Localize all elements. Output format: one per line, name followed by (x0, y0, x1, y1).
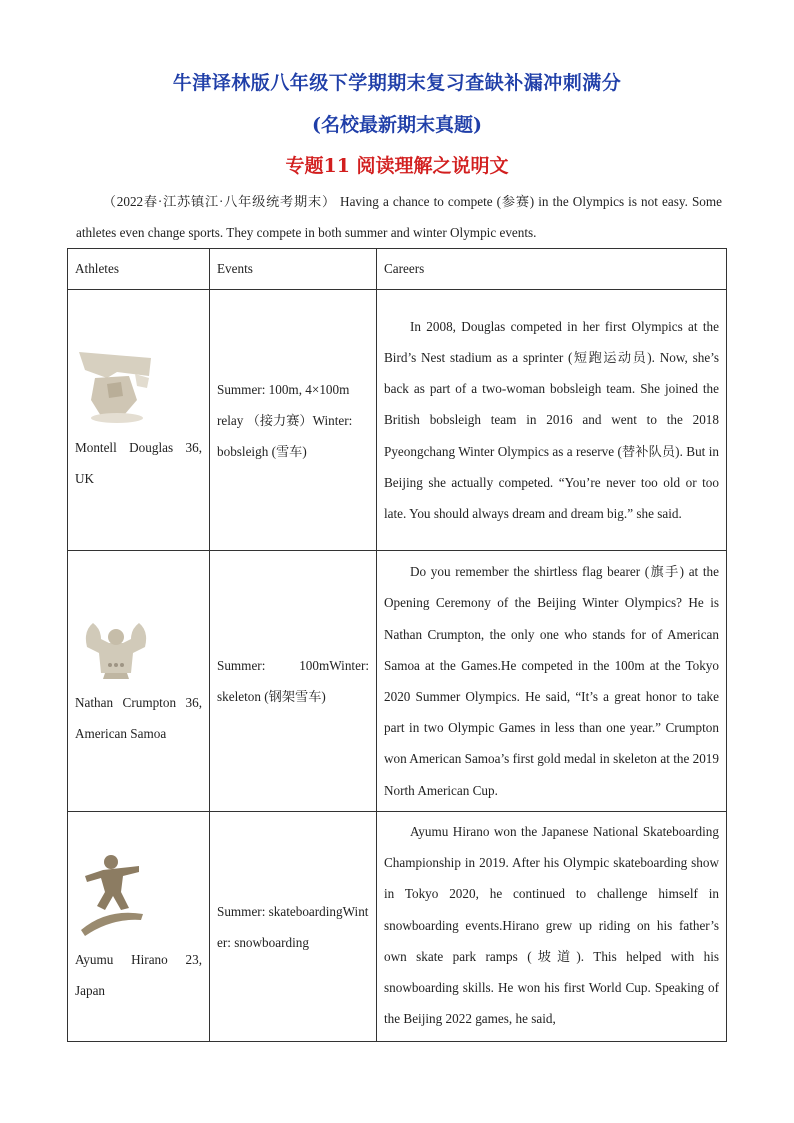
flag-bearer-photo (77, 617, 155, 681)
events-text: Summer: skateboardingWinter: snowboarding (217, 903, 369, 950)
intro-text: Having a chance to compete (参赛) in the Olympics is not easy. Some athletes even change sports. They compete in both summer and winter Olympic events. (76, 194, 722, 240)
header-careers: Careers (377, 249, 727, 290)
athlete-name: Ayumu Hirano 23, (75, 952, 202, 967)
athlete-cell (68, 551, 210, 812)
career-cell (377, 290, 727, 551)
athlete-country: American Samoa (75, 726, 167, 741)
topic-title: 专题11 阅读理解之说明文 (285, 155, 509, 177)
career-text (384, 556, 719, 806)
header-events: Events (210, 249, 377, 290)
career-text (384, 816, 719, 1034)
events-text: Summer: 100m, 4×100m relay （接力赛）Winter: bobsleigh (雪车) (217, 381, 353, 459)
athlete-country: UK (75, 471, 95, 486)
header-athletes: Athletes (68, 249, 210, 290)
document-subtitle: (名校最新期末真题) (312, 114, 482, 136)
table-row (68, 812, 727, 1042)
athlete-name: Nathan Crumpton 36, (75, 695, 202, 710)
table-row (68, 551, 727, 812)
career-cell (377, 812, 727, 1042)
athlete-country: Japan (75, 983, 106, 998)
career-cell (377, 551, 727, 812)
snowboarder-photo (77, 852, 147, 938)
table-header-row (68, 249, 727, 290)
career-paragraph: In 2008, Douglas competed in her first Olympics at the Bird’s Nest stadium as a sprinter (短跑运动员). Now, she’s back as part of a two-woman bobsleigh team. She joined the British bobsleigh team in 2016 and went to the 2018 Pyeongchang Winter Olympics as a reserve (替补队员). But in Beijing she actually competed. “You’re never too old or too late. You should always dream and dream big.” she said. (384, 318, 719, 521)
table-row (68, 290, 727, 551)
events-cell (210, 812, 377, 1042)
intro-paragraph (76, 186, 722, 248)
career-paragraph: Do you remember the shirtless flag bearer (旗手) at the Opening Ceremony of the Beijing Winter Olympics? He is Nathan Crumpton, the only one who stands for of American Samoa at the Games.He competed in the 100m at the Tokyo 2020 Summer Olympics. He said, “It’s a great honor to take part in two Olympic Games in less than one year.” Crumpton won American Samoa’s first gold medal in skeleton at the 2019 North American Cup. (384, 564, 719, 798)
intro-source: （2022春·江苏镇江·八年级统考期末） (102, 194, 336, 209)
bobsleigh-photo (77, 348, 153, 426)
document-title: 牛津译林版八年级下学期期末复习查缺补漏冲刺满分 (172, 72, 622, 94)
events-cell (210, 290, 377, 551)
career-text (384, 311, 719, 529)
athlete-cell (68, 290, 210, 551)
athletes-table (67, 248, 727, 1042)
events-text: Summer: 100mWinter: skeleton (钢架雪车) (217, 658, 369, 704)
events-cell (210, 551, 377, 812)
athlete-name: Montell Douglas 36, (75, 440, 202, 455)
career-paragraph: Ayumu Hirano won the Japanese National Skateboarding Championship in 2019. After his Olympic skateboarding show in Tokyo 2020, he continued to challenge himself in snowboarding events.Hirano grew up riding on his father’s own skate park ramps (坡道). This helped with his snowboarding skills. He won his first World Cup. Speaking of the Beijing 2022 games, he said, (384, 824, 719, 1027)
athlete-cell (68, 812, 210, 1042)
